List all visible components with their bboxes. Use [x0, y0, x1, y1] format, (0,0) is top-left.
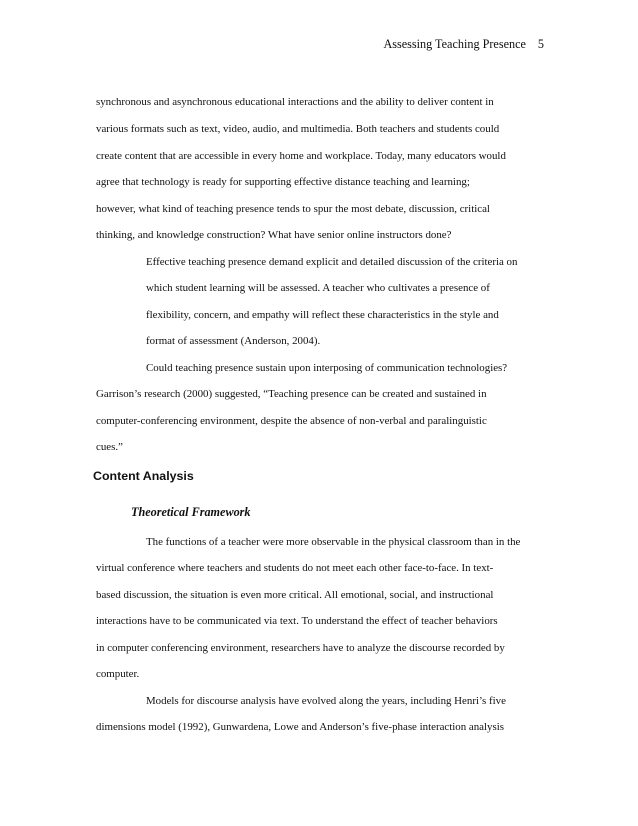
paragraph-line: virtual conference where teachers and students do not meet each other face-to-face. In text- — [96, 562, 494, 574]
paragraph-line: based discussion, the situation is even more critical. All emotional, social, and instructional — [96, 589, 494, 601]
paragraph-line: computer-conferencing environment, despite the absence of non-verbal and paralinguistic — [96, 415, 487, 427]
running-head-title: Assessing Teaching Presence — [383, 37, 526, 51]
running-head — [383, 37, 544, 52]
paragraph-line: Garrison’s research (2000) suggested, “Teaching presence can be created and sustained in — [96, 388, 487, 400]
subsection-heading: Theoretical Framework — [131, 505, 251, 519]
paragraph-line: interactions have to be communicated via text. To understand the effect of teacher behaviors — [96, 615, 498, 627]
paragraph-line: synchronous and asynchronous educational interactions and the ability to deliver content in — [96, 96, 494, 108]
paragraph-line: in computer conferencing environment, researchers have to analyze the discourse recorded by — [96, 642, 505, 654]
paragraph-line: computer. — [96, 668, 140, 680]
paragraph-line: create content that are accessible in every home and workplace. Today, many educators would — [96, 150, 506, 162]
paragraph-line: however, what kind of teaching presence tends to spur the most debate, discussion, critical — [96, 203, 490, 215]
block-quote-line: Effective teaching presence demand explicit and detailed discussion of the criteria on — [146, 256, 518, 268]
paragraph-line: cues.” — [96, 441, 123, 453]
block-quote-line: format of assessment (Anderson, 2004). — [146, 335, 321, 347]
paragraph-line: Models for discourse analysis have evolved along the years, including Henri’s five — [146, 695, 506, 707]
section-heading: Content Analysis — [93, 469, 194, 483]
block-quote-line: which student learning will be assessed. A teacher who cultivates a presence of — [146, 282, 490, 294]
block-quote-line: flexibility, concern, and empathy will reflect these characteristics in the style and — [146, 309, 499, 321]
page-number: 5 — [537, 37, 544, 51]
paragraph-line: agree that technology is ready for supporting effective distance teaching and learning; — [96, 176, 470, 188]
paragraph-line: dimensions model (1992), Gunwardena, Lowe and Anderson’s five-phase interaction analysis — [96, 721, 504, 733]
paragraph-line: The functions of a teacher were more observable in the physical classroom than in the — [146, 536, 521, 548]
paragraph-line: various formats such as text, video, audio, and multimedia. Both teachers and students could — [96, 123, 500, 135]
paragraph-line: thinking, and knowledge construction? What have senior online instructors done? — [96, 229, 452, 241]
paragraph-line: Could teaching presence sustain upon interposing of communication technologies? — [146, 362, 508, 374]
